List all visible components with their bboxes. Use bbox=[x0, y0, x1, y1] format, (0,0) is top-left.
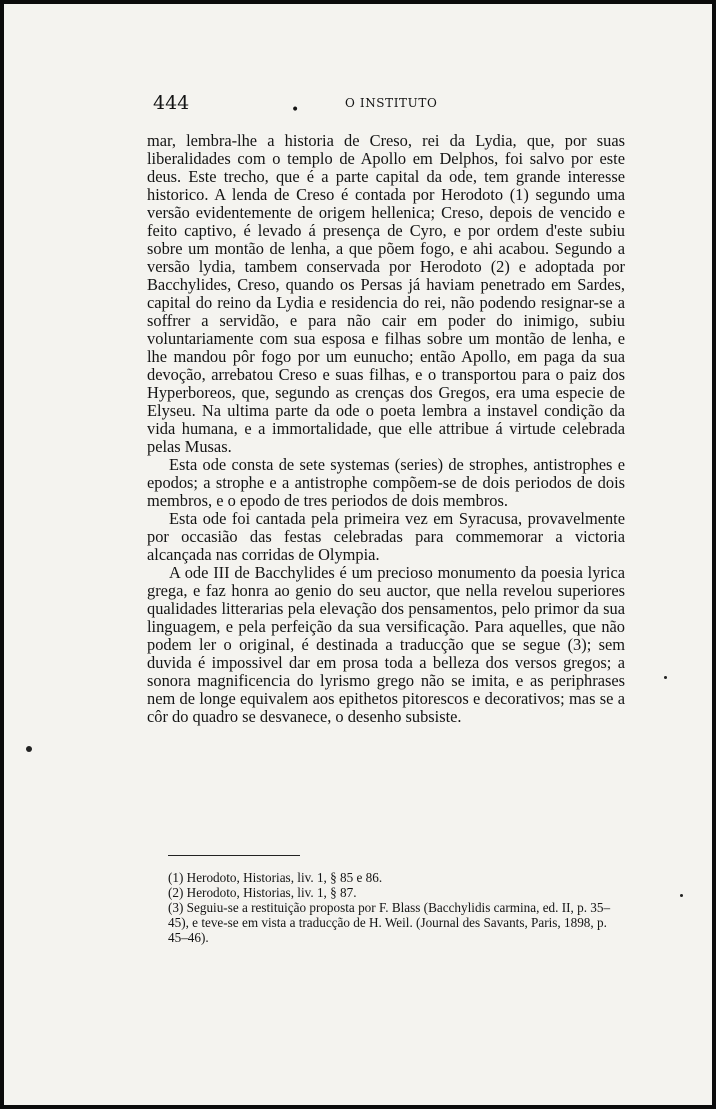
paragraph-ode-iii: A ode III de Bacchylides é um precioso monumento da poesia lyrica grega, e faz honra ao genio do seu auctor, que nella revelou superiores qualidades litterarias pela elevação dos pensamentos, pelo primor da sua linguagem, e pela perfeição da sua versificação. Para aquelles, que não podem ler o original, é destinada a traducção que se segue (3); sem duvida é impossivel dar em prosa toda a belleza dos versos gregos; a sonora magnificencia do lyrismo grego não se imita, e as periphrases nem de longe equivalem aos epithetos pitorescos e decorativos; mas se a côr do quadro se desvanece, o desenho subsiste. bbox=[147, 563, 625, 726]
paragraph-syracusa: Esta ode foi cantada pela primeira vez em Syracusa, provavelmente por occasião das festas celebradas para commemorar a victoria alcançada nas corridas de Olympia. bbox=[147, 509, 625, 564]
footnote-3: (3) Seguiu-se a restituição proposta por F. Blass (Bacchylidis carmina, ed. II, p. 35–45), e teve-se em vista a traducção de H. Weil. (Journal des Savants, Paris, 1898, p. 45–46). bbox=[168, 900, 611, 945]
footnote-divider bbox=[168, 855, 300, 856]
ink-speck bbox=[26, 746, 32, 752]
running-head: O INSTITUTO bbox=[345, 96, 438, 110]
paragraph-systems: Esta ode consta de sete systemas (series) de strophes, antistrophes e epodos; a strophe e a antistrophe compõem-se de dois periodos de dois membros, e o epodo de tres periodos de dois membros. bbox=[147, 455, 625, 510]
body-text bbox=[147, 132, 625, 726]
footnote-2: (2) Herodoto, Historias, liv. 1, § 87. bbox=[168, 885, 357, 900]
ink-speck bbox=[664, 676, 667, 679]
header-dot: • bbox=[291, 102, 300, 118]
page-header bbox=[153, 92, 623, 116]
ink-speck bbox=[680, 894, 683, 897]
footnotes bbox=[168, 870, 620, 945]
scanned-page bbox=[4, 4, 712, 1105]
footnote-1: (1) Herodoto, Historias, liv. 1, § 85 e 86. bbox=[168, 870, 383, 885]
paragraph-creso: mar, lembra-lhe a historia de Creso, rei da Lydia, que, por suas liberalidades com o templo de Apollo em Delphos, foi salvo por este deus. Este trecho, que é a parte capital da ode, tem grande interesse historico. A lenda de Creso é contada por Herodoto (1) segundo uma versão evidentemente de origem hellenica; Creso, depois de vencido e feito captivo, é levado á presença de Cyro, e por ordem d'este subiu sobre um montão de lenha, a que põem fogo, e ahi acabou. Segundo a versão lydia, tambem conservada por Herodoto (2) e adoptada por Bacchylides, Creso, quando os Persas já haviam penetrado em Sardes, capital do reino da Lydia e residencia do rei, não podendo resignar-se a soffrer a servidão, e para não cair em poder do inimigo, subiu voluntariamente com sua esposa e filhas sobre um montão de lenha, e lhe mandou pôr fogo por um eunucho; então Apollo, em paga da sua devoção, arrebatou Creso e suas filhas, e o transportou para o paiz dos Hyperboreos, que, segundo as crenças dos Gregos, era uma especie de Elyseu. Na ultima parte da ode o poeta lembra a instavel condição da vida humana, e a immortalidade, que elle attribue á virtude celebrada pelas Musas. bbox=[147, 131, 625, 456]
page-number: 444 bbox=[153, 92, 190, 114]
